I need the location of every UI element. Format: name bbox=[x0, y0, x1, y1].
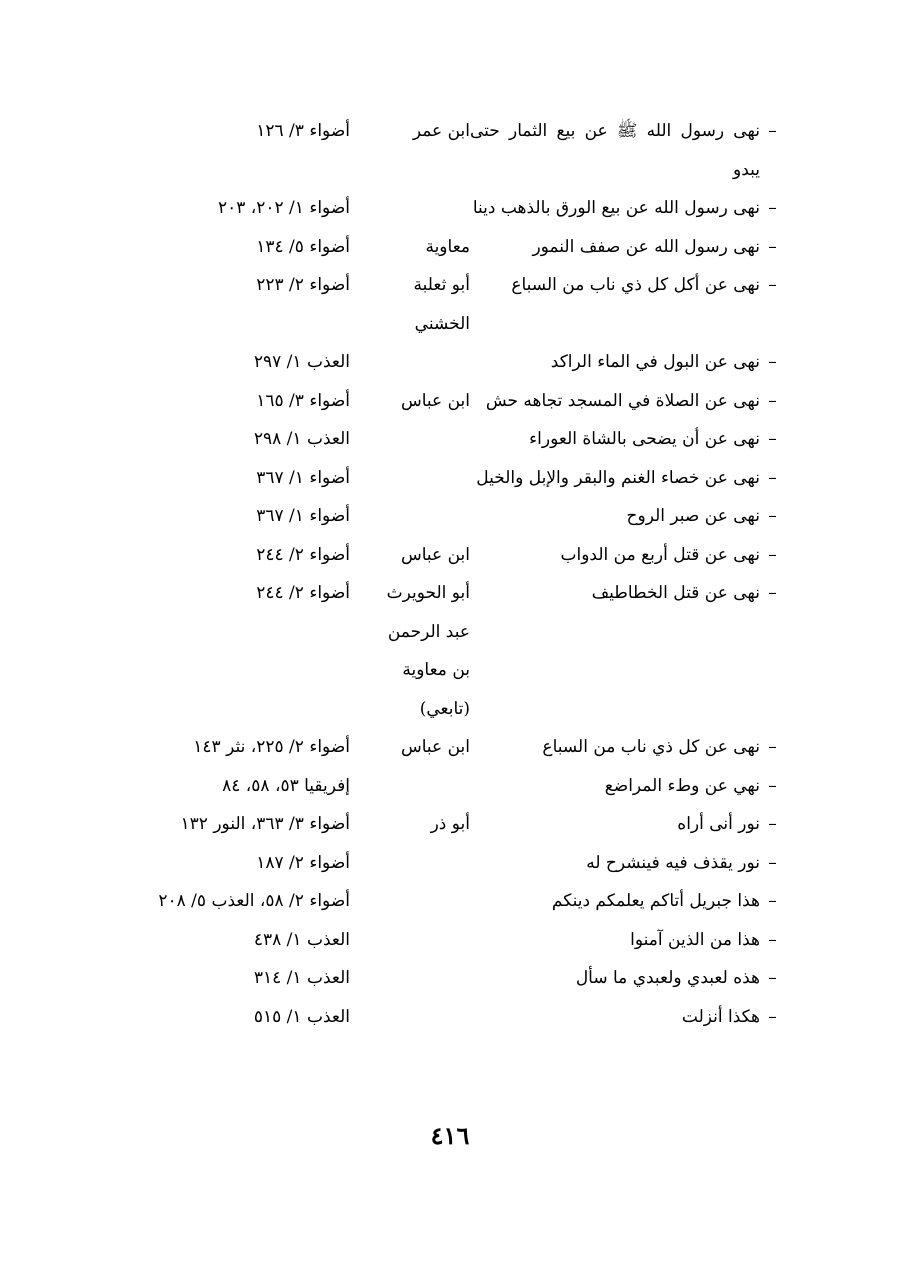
index-entry bbox=[120, 266, 785, 343]
hadith-text: نهى عن قتل الخطاطيف bbox=[591, 583, 760, 603]
entry-dash: – bbox=[768, 429, 777, 449]
source-reference: أضواء ٣/ ١٦٥ bbox=[256, 390, 350, 411]
hadith-text: هذا من الذين آمنوا bbox=[630, 929, 760, 950]
index-entry bbox=[120, 728, 785, 767]
narrator-name: ابن عمر bbox=[412, 121, 470, 141]
hadith-text: نور يقذف فيه فينشرح له bbox=[586, 852, 760, 873]
entry-dash: – bbox=[768, 467, 777, 488]
entry-dash: – bbox=[768, 198, 777, 218]
narrator-name: أبو ثعلبة الخشني bbox=[413, 275, 470, 334]
source-reference: العذب ١/ ٤٣٨ bbox=[253, 929, 350, 950]
hadith-text: هكذا أنزلت bbox=[681, 1006, 760, 1027]
index-entry bbox=[120, 343, 785, 382]
hadith-text: نهى عن أن يضحى بالشاة العوراء bbox=[529, 429, 760, 449]
entry-dash: – bbox=[768, 1006, 777, 1027]
hadith-text: نهى عن صبر الروح bbox=[626, 506, 760, 526]
index-entry bbox=[120, 189, 785, 228]
source-reference: العذب ١/ ٢٩٨ bbox=[253, 429, 350, 449]
entry-dash: – bbox=[768, 121, 777, 141]
index-entry bbox=[120, 574, 785, 728]
source-reference: أضواء ١/ ٣٦٧ bbox=[256, 467, 350, 488]
entry-dash: – bbox=[768, 852, 777, 873]
source-reference: أضواء ٢/ ٢٤٤ bbox=[256, 583, 350, 603]
source-reference: العذب ١/ ٥١٥ bbox=[253, 1006, 350, 1027]
source-reference: أضواء ١/ ٢٠٢، ٢٠٣ bbox=[217, 198, 350, 218]
index-entry bbox=[120, 882, 785, 921]
hadith-text: نور أنى أراه bbox=[677, 814, 760, 834]
index-entry bbox=[120, 420, 785, 459]
hadith-text: هذا جبريل أتاكم يعلمكم دينكم bbox=[551, 891, 760, 911]
hadith-text: نهي عن وطء المراضع bbox=[604, 775, 760, 796]
hadith-text: نهى عن خصاء الغنم والبقر والإبل والخيل bbox=[476, 467, 760, 488]
hadith-text: نهى رسول الله ﷺ عن بيع الثمار حتى يبدو bbox=[470, 121, 760, 180]
narrator-name: ابن عباس bbox=[400, 544, 470, 565]
index-entry bbox=[120, 228, 785, 267]
source-reference: العذب ١/ ٢٩٧ bbox=[253, 352, 350, 372]
entry-dash: – bbox=[768, 506, 777, 526]
entry-dash: – bbox=[768, 814, 777, 834]
index-entry bbox=[120, 382, 785, 421]
entry-dash: – bbox=[768, 891, 777, 911]
source-reference: أضواء ٣/ ٣٦٣، النور ١٣٢ bbox=[180, 814, 350, 834]
page-number: ٤١٦ bbox=[430, 1121, 470, 1150]
hadith-text: نهى رسول الله عن صفف النمور bbox=[532, 236, 760, 257]
source-reference: أضواء ٢/ ٥٨، العذب ٥/ ٢٠٨ bbox=[158, 891, 350, 911]
entry-dash: – bbox=[768, 544, 777, 565]
source-reference: أضواء ٥/ ١٣٤ bbox=[256, 236, 350, 257]
index-entry bbox=[120, 805, 785, 844]
source-reference: أضواء ٢/ ٢٢٣ bbox=[256, 275, 350, 295]
source-reference: إفريقيا ٥٣، ٥٨، ٨٤ bbox=[222, 775, 350, 796]
hadith-text: نهى عن قتل أربع من الدواب bbox=[560, 544, 760, 565]
index-entry bbox=[120, 497, 785, 536]
index-entry bbox=[120, 112, 785, 189]
source-reference: أضواء ٢/ ٢٢٥، نثر ١٤٣ bbox=[193, 737, 350, 757]
hadith-index-list bbox=[120, 112, 785, 1036]
entry-dash: – bbox=[768, 390, 777, 411]
entry-dash: – bbox=[768, 352, 777, 372]
hadith-text: هذه لعبدي ولعبدي ما سأل bbox=[575, 968, 760, 988]
source-reference: العذب ١/ ٣١٤ bbox=[253, 968, 350, 988]
source-reference: أضواء ١/ ٣٦٧ bbox=[256, 506, 350, 526]
narrator-name: ابن عباس bbox=[400, 390, 470, 411]
index-entry bbox=[120, 959, 785, 998]
hadith-text: نهى عن الصلاة في المسجد تجاهه حش bbox=[485, 390, 760, 411]
source-reference: أضواء ٣/ ١٢٦ bbox=[256, 121, 350, 141]
entry-dash: – bbox=[768, 968, 777, 988]
hadith-text: نهى عن كل ذي ناب من السباع bbox=[542, 737, 760, 757]
entry-dash: – bbox=[768, 775, 777, 796]
entry-dash: – bbox=[768, 737, 777, 757]
entry-dash: – bbox=[768, 236, 777, 257]
index-entry bbox=[120, 998, 785, 1037]
entry-dash: – bbox=[768, 275, 777, 295]
index-entry bbox=[120, 459, 785, 498]
narrator-name: أبو ذر bbox=[430, 814, 470, 834]
entry-dash: – bbox=[768, 929, 777, 950]
index-entry bbox=[120, 921, 785, 960]
index-entry bbox=[120, 767, 785, 806]
narrator-name: أبو الحويرث عبد الرحمن بن معاوية (تابعي) bbox=[386, 583, 470, 719]
hadith-text: نهى رسول الله عن بيع الورق بالذهب دينا bbox=[472, 198, 760, 218]
source-reference: أضواء ٢/ ١٨٧ bbox=[256, 852, 350, 873]
index-entry bbox=[120, 536, 785, 575]
entry-dash: – bbox=[768, 583, 777, 603]
source-reference: أضواء ٢/ ٢٤٤ bbox=[256, 544, 350, 565]
index-entry bbox=[120, 844, 785, 883]
narrator-name: ابن عباس bbox=[400, 737, 470, 757]
hadith-text: نهى عن البول في الماء الراكد bbox=[550, 352, 760, 372]
hadith-text: نهى عن أكل كل ذي ناب من السباع bbox=[511, 275, 760, 295]
narrator-name: معاوية bbox=[425, 236, 470, 257]
